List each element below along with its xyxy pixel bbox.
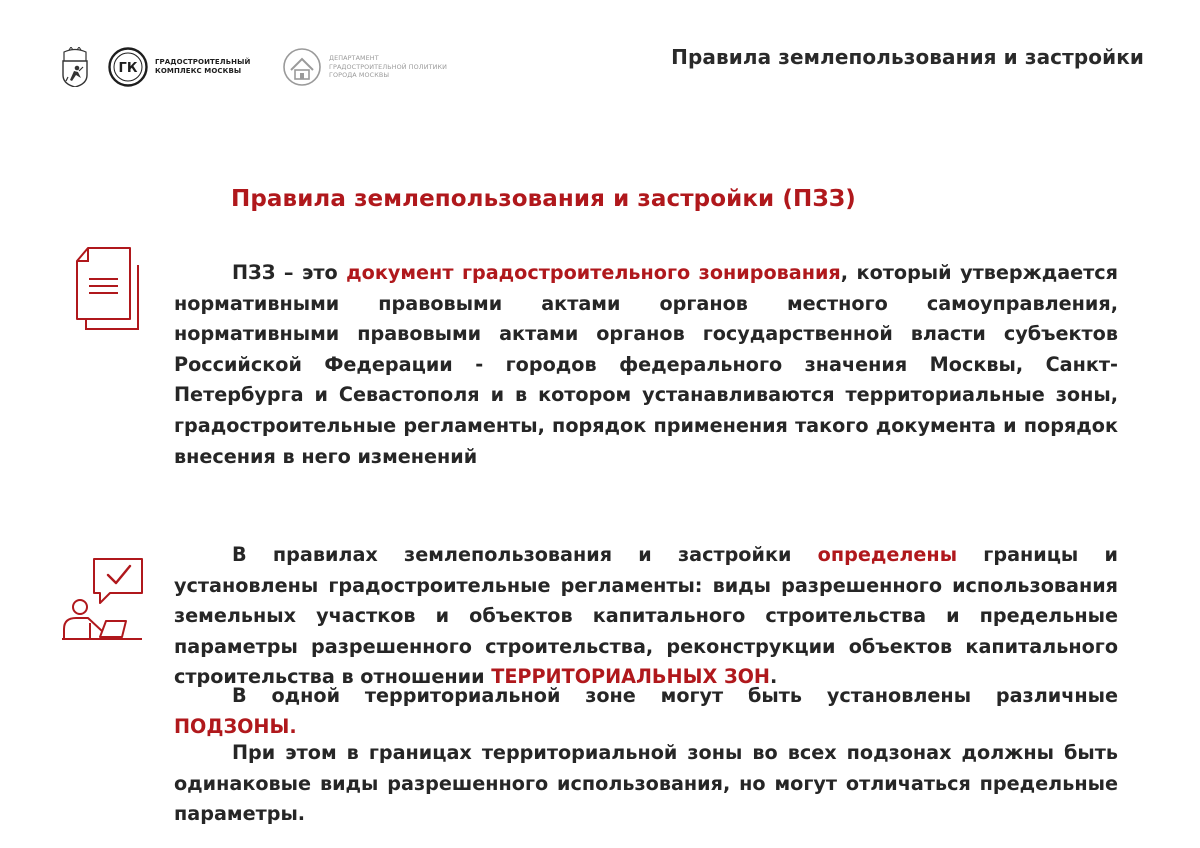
zones-paragraph (174, 540, 1118, 693)
header-title: Правила землепользования и застройки (671, 45, 1144, 69)
zones-paragraph-start: В правилах землепользования и застройки (232, 543, 818, 566)
document-icon-svg (74, 247, 144, 331)
zones-highlight-territorial: ТЕРРИТОРИАЛЬНЫХ ЗОН (491, 665, 770, 689)
gk-logo-caption: ГРАДОСТРОИТЕЛЬНЫЙ КОМПЛЕКС МОСКВЫ (155, 58, 251, 75)
moscow-coat-of-arms-icon (60, 47, 90, 87)
header (0, 0, 1200, 110)
pzz-definition-highlight: документ градостроительного зонирования (346, 261, 841, 284)
zones-highlight-defined: определены (817, 543, 958, 566)
department-logo-caption: ДЕПАРТАМЕНТ ГРАДОСТРОИТЕЛЬНОЙ ПОЛИТИКИ ГОРОДА МОСКВЫ (329, 54, 447, 80)
gradostroitelny-kompleks-logo (108, 47, 250, 87)
zones-paragraph-end: . (769, 665, 778, 689)
gk-monogram-icon (108, 47, 148, 87)
pzz-definition-start: ПЗЗ – это (232, 261, 347, 284)
document-icon (74, 247, 144, 335)
person-checkmark-icon (60, 557, 146, 647)
moscow-emblem-logo (60, 47, 90, 87)
subzones-paragraph (174, 681, 1118, 742)
subzones-rules-paragraph: При этом в границах территориальной зоны во всех подзонах должны быть одинаковые виды разрешенного использования, но могут отличаться предельные параметры. (174, 741, 1118, 826)
person-checkmark-icon-svg (60, 557, 146, 643)
pzz-definition-end: , который утверждается нормативными правовыми актами органов местного самоуправления, нормативными правовыми актами органов государственной власти субъектов Российской Федерации - городов федерального значения Москвы, Санкт-Петербурга и Севастополя и в котором устанавливаются территориальные зоны, градостроительные регламенты, порядок применения такого документа и порядок внесения в него изменений (174, 261, 1118, 468)
zones-paragraph-mid: границы и установлены градостроительные регламенты: виды разрешенного использования земельных участков и объектов капитального строительства и предельные параметры разрешенного строительства, реконструкции объектов капитального строительства в отношении (174, 543, 1118, 689)
pzz-definition-paragraph (174, 258, 1118, 472)
page-title: Правила землепользования и застройки (ПЗЗ) (231, 186, 856, 212)
department-logo (282, 47, 447, 87)
subzones-paragraph-start: В одной территориальной зоне могут быть установлены различные (232, 684, 1118, 707)
department-house-icon (282, 47, 322, 87)
subzones-highlight: ПОДЗОНЫ. (174, 714, 297, 738)
gk-monogram-text: ГК (118, 61, 138, 76)
